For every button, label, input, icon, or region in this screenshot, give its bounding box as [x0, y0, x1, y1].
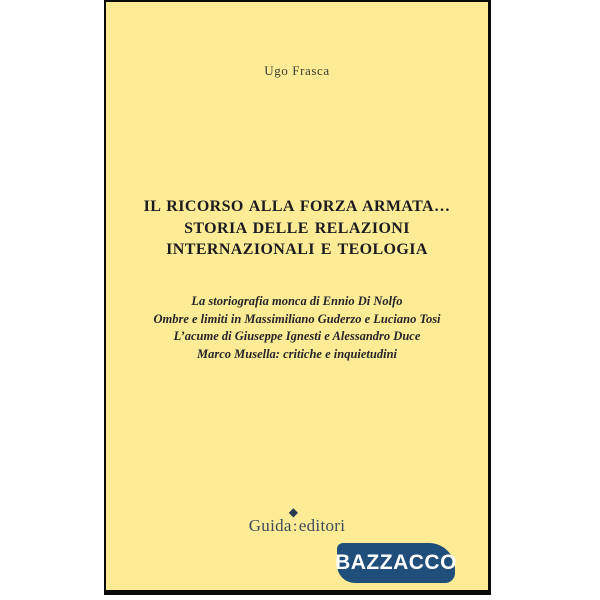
- publisher-word-right: editori: [298, 516, 346, 535]
- title-line-2: STORIA DELLE RELAZIONI: [184, 219, 410, 237]
- reseller-badge: [337, 543, 455, 583]
- title-line-3: INTERNAZIONALI E TEOLOGIA: [166, 241, 428, 258]
- subtitle-block: [106, 293, 488, 363]
- publisher-logo: [106, 505, 488, 536]
- subtitle-line-1: La storiografia monca di Ennio Di Nolfo: [191, 294, 403, 308]
- diamond-icon: ◆: [288, 505, 299, 519]
- book-title: [106, 196, 488, 261]
- subtitle-line-3: L’acume di Giuseppe Ignesti e Alessandro Duce: [173, 329, 421, 343]
- badge-label: BAZZACCO: [335, 551, 457, 574]
- title-line-1: IL RICORSO ALLA FORZA ARMATA…: [143, 198, 451, 215]
- book-cover: [104, 0, 491, 595]
- subtitle-line-4: Marco Musella: critiche e inquietudini: [196, 346, 397, 361]
- author-name: Ugo Frasca: [264, 63, 330, 78]
- subtitle-line-2: Ombre e limiti in Massimiliano Guderzo e Luciano Tosi: [153, 311, 441, 326]
- publisher-separator: :: [292, 518, 298, 535]
- publisher-mark: [288, 505, 299, 536]
- publisher-word-left: Guida: [248, 516, 292, 535]
